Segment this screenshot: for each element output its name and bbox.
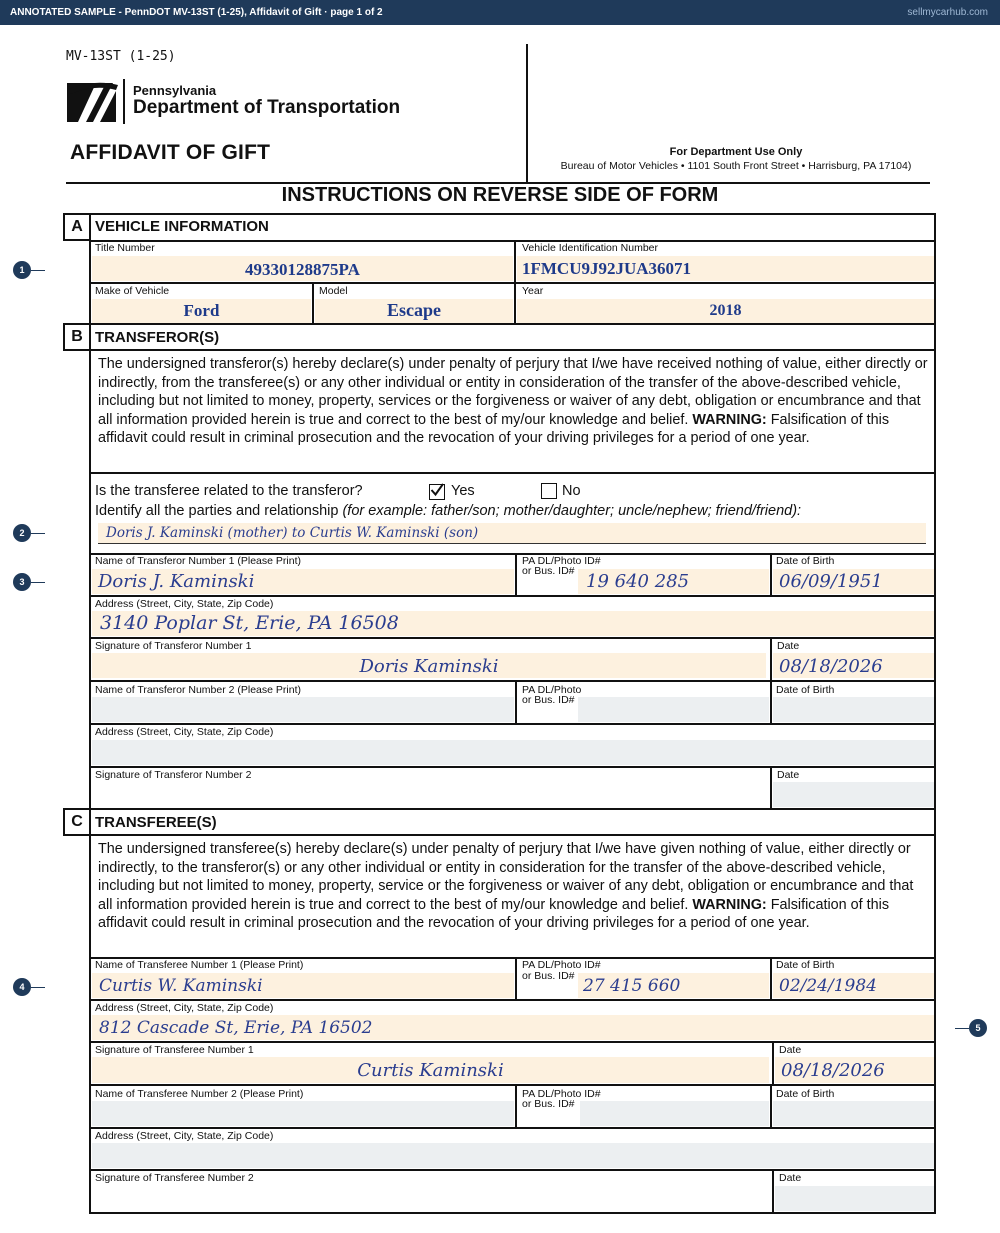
e2-id-field[interactable] — [580, 1101, 769, 1126]
vin-label: Vehicle Identification Number — [522, 242, 658, 254]
e2-date-label: Date — [779, 1172, 802, 1184]
identify-label: Identify all the parties and relationship — [95, 503, 339, 519]
e1-name-label: Name of Transferee Number 1 (Please Print) — [95, 959, 304, 971]
t2-id-field[interactable] — [578, 697, 769, 722]
marker-3-leader — [31, 582, 45, 583]
t2-dob-label: Date of Birth — [776, 684, 835, 696]
section-a-rule-2 — [89, 282, 936, 284]
t1-id-value: 19 640 285 — [586, 571, 690, 592]
section-c-rule-6 — [89, 1127, 936, 1129]
e1-date-label: Date — [779, 1044, 802, 1056]
model-value: Escape — [387, 300, 441, 320]
t1-addr-field[interactable] — [92, 611, 934, 636]
transferor-declaration — [98, 355, 928, 448]
t2-sig-vrule — [770, 766, 772, 809]
e1-addr-label: Address (Street, City, State, Zip Code) — [95, 1002, 274, 1014]
t1-name-field[interactable] — [92, 569, 514, 594]
e2-addr-label: Address (Street, City, State, Zip Code) — [95, 1130, 274, 1142]
e1-id-label-1: PA DL/Photo ID# — [522, 959, 601, 971]
t1-date-label: Date — [777, 640, 800, 652]
e1-sig-field[interactable] — [92, 1057, 769, 1083]
transferor-declaration-text: The undersigned transferor(s) hereby declare(s) under penalty of perjury that I/we have received nothing of value, either directly or indirectly, from the transferee(s) or any other individual or entity in consideration of the transfer of the above-described vehicle, including but not limited to money, property, services or the forgiveness or waiver of any debt, obligation or encumbrance and that all information provided herein is true and correct to the best of my/our knowledge and belief. — [98, 356, 928, 428]
make-field[interactable] — [92, 299, 311, 323]
make-value: Ford — [183, 301, 220, 320]
e1-name-field[interactable] — [92, 973, 514, 998]
section-b-rule-2 — [89, 472, 936, 474]
check-mark-icon — [429, 482, 445, 498]
e1-name-value: Curtis W. Kaminski — [99, 976, 263, 996]
e1-date-field[interactable] — [775, 1057, 934, 1083]
year-field[interactable] — [517, 299, 934, 323]
e2-id-label-2: or Bus. ID# — [522, 1098, 575, 1110]
year-value: 2018 — [709, 302, 742, 319]
t1-vrule-2 — [770, 553, 772, 595]
section-b-rule-8 — [89, 766, 936, 768]
banner-title: ANNOTATED SAMPLE - PennDOT MV-13ST (1-25), Affidavit of Gift · page 1 of 2 — [10, 7, 383, 18]
relationship-field[interactable] — [98, 523, 926, 544]
e2-id-label-1: PA DL/Photo ID# — [522, 1088, 601, 1100]
t1-sig-label: Signature of Transferor Number 1 — [95, 640, 252, 652]
e1-addr-field[interactable] — [92, 1015, 934, 1040]
penndot-logo — [66, 79, 122, 125]
t2-addr-label: Address (Street, City, State, Zip Code) — [95, 726, 274, 738]
top-banner — [0, 0, 1000, 25]
e1-id-label-2: or Bus. ID# — [522, 970, 575, 982]
t1-addr-label: Address (Street, City, State, Zip Code) — [95, 598, 274, 610]
logo-divider — [123, 79, 125, 124]
e2-sig-label: Signature of Transferee Number 2 — [95, 1172, 254, 1184]
annotation-marker-5: 5 — [969, 1019, 987, 1037]
related-question: Is the transferee related to the transferor? — [95, 483, 363, 499]
year-label: Year — [522, 285, 544, 297]
marker-1-leader — [31, 270, 45, 271]
transferor-warning-label: WARNING: — [692, 411, 767, 428]
t2-vrule-2 — [770, 681, 772, 723]
section-a-title: VEHICLE INFORMATION — [95, 218, 269, 235]
transferee-declaration — [98, 840, 928, 933]
header-vertical-rule — [526, 44, 528, 182]
t2-id-label-1: PA DL/Photo — [522, 684, 582, 696]
make-label: Make of Vehicle — [95, 285, 170, 297]
instructions-heading: INSTRUCTIONS ON REVERSE SIDE OF FORM — [281, 184, 719, 206]
t2-id-label-2: or Bus. ID# — [522, 694, 575, 706]
e2-name-field[interactable] — [92, 1101, 514, 1126]
section-c-rule-3 — [89, 999, 936, 1001]
identify-parties-prompt — [95, 503, 801, 519]
transferor-warning-text: Falsification of this affidavit could result in criminal prosecution and the revocation of your driving privileges for a period of one year. — [98, 411, 890, 447]
annotation-marker-2: 2 — [13, 524, 31, 542]
section-b-title: TRANSFEROR(S) — [95, 329, 220, 346]
e2-name-label: Name of Transferee Number 2 (Please Print) — [95, 1088, 304, 1100]
annotation-marker-1: 1 — [13, 261, 31, 279]
t1-id-label-1: PA DL/Photo ID# — [522, 555, 601, 567]
section-b-rule-5 — [89, 637, 936, 639]
e1-vrule-1 — [515, 957, 517, 999]
section-a-letter-box — [63, 213, 91, 241]
title-number-value: 49330128875PA — [245, 260, 360, 279]
model-label: Model — [319, 285, 348, 297]
title-number-label: Title Number — [95, 242, 155, 254]
vin-field[interactable] — [517, 256, 934, 281]
related-yes-checkbox[interactable] — [429, 484, 445, 500]
t2-dob-field[interactable] — [773, 697, 934, 722]
relationship-value: Doris J. Kaminski (mother) to Curtis W. Kaminski (son) — [106, 525, 479, 541]
model-field[interactable] — [315, 299, 513, 323]
t2-sig-label: Signature of Transferor Number 2 — [95, 769, 252, 781]
t1-vrule-1 — [515, 553, 517, 595]
marker-5-leader — [955, 1028, 969, 1029]
marker-2-leader — [31, 533, 45, 534]
e1-dob-field[interactable] — [773, 973, 934, 998]
t1-name-label: Name of Transferor Number 1 (Please Print) — [95, 555, 301, 567]
t1-date-value: 08/18/2026 — [779, 656, 883, 677]
dept-use-address: Bureau of Motor Vehicles • 1101 South Front Street • Harrisburg, PA 17104) — [560, 160, 912, 172]
e1-vrule-2 — [770, 957, 772, 999]
e1-sig-label: Signature of Transferee Number 1 — [95, 1044, 254, 1056]
annotation-marker-4: 4 — [13, 978, 31, 996]
transferee-declaration-text: The undersigned transferee(s) hereby declare(s) under penalty of perjury that I/we have given nothing of value, either directly or indirectly, to the transferor(s) or any other individual or entity in consideration for the transfer of the above-described vehicle, including but not limited to money, property, service or the forgiveness or waiver of any debt, obligation or encumbrance and that all information provided herein is true and correct to the best of my/our knowledge and belief. — [98, 841, 914, 913]
section-a-vrule-2 — [312, 282, 314, 325]
related-yes-label: Yes — [451, 483, 475, 499]
agency-state: Pennsylvania — [133, 83, 217, 98]
identify-example: (for example: father/son; mother/daughter; uncle/nephew; friend/friend): — [342, 503, 802, 519]
t2-date-label: Date — [777, 769, 800, 781]
e2-dob-label: Date of Birth — [776, 1088, 835, 1100]
e1-dob-value: 02/24/1984 — [779, 976, 877, 996]
section-b-rule-4 — [89, 595, 936, 597]
e2-vrule-1 — [515, 1085, 517, 1127]
section-b-letter: B — [71, 328, 83, 345]
t2-name-label: Name of Transferor Number 2 (Please Print) — [95, 684, 301, 696]
t1-name-value: Doris J. Kaminski — [98, 571, 255, 592]
section-a-rule-1 — [89, 240, 936, 242]
section-c-rule-1 — [89, 834, 936, 836]
section-c-rule-5 — [89, 1084, 936, 1086]
section-b-letter-box — [63, 323, 91, 351]
e1-date-value: 08/18/2026 — [781, 1060, 885, 1081]
t2-date-field[interactable] — [773, 782, 934, 807]
e2-dob-field[interactable] — [773, 1101, 934, 1126]
transferee-warning-label: WARNING: — [692, 896, 767, 913]
e2-date-field[interactable] — [775, 1186, 934, 1211]
t1-id-label-2: or Bus. ID# — [522, 565, 575, 577]
dept-use-title: For Department Use Only — [669, 146, 803, 158]
related-no-label: No — [562, 483, 581, 499]
form-title: AFFIDAVIT OF GIFT — [70, 141, 271, 164]
section-c-letter-box — [63, 808, 91, 836]
t1-sig-value: Doris Kaminski — [359, 656, 499, 677]
section-b-rule-1 — [89, 349, 936, 351]
e2-vrule-2 — [770, 1085, 772, 1127]
t1-sig-vrule — [770, 637, 772, 680]
section-c-letter: C — [71, 813, 83, 830]
e1-sig-value: Curtis Kaminski — [357, 1060, 504, 1081]
e1-sig-vrule — [772, 1041, 774, 1084]
t2-vrule-1 — [515, 681, 517, 723]
transferee-warning-text: Falsification of this affidavit could result in criminal prosecution and the revocation of your driving privileges for a period of one year. — [98, 896, 890, 932]
section-c-rule-7 — [89, 1169, 936, 1171]
section-b-rule-7 — [89, 723, 936, 725]
e1-dob-label: Date of Birth — [776, 959, 835, 971]
section-a-letter: A — [71, 218, 83, 235]
t1-dob-label: Date of Birth — [776, 555, 835, 567]
t1-dob-field[interactable] — [773, 569, 934, 594]
form-code: MV-13ST (1-25) — [66, 49, 176, 64]
agency-name: Department of Transportation — [133, 97, 401, 118]
section-b-rule-6 — [89, 680, 936, 682]
vin-value: 1FMCU9J92JUA36071 — [522, 259, 692, 278]
t1-addr-value: 3140 Poplar St, Erie, PA 16508 — [100, 612, 399, 634]
t1-date-field[interactable] — [773, 653, 934, 678]
section-c-title: TRANSFEREE(S) — [95, 814, 217, 831]
section-c-rule-4 — [89, 1041, 936, 1043]
e1-id-field[interactable] — [578, 973, 769, 998]
e1-addr-value: 812 Cascade St, Erie, PA 16502 — [99, 1018, 373, 1038]
t2-name-field[interactable] — [92, 697, 514, 722]
related-no-checkbox[interactable] — [541, 483, 557, 499]
e1-id-value: 27 415 660 — [583, 976, 681, 996]
e2-sig-vrule — [772, 1169, 774, 1213]
e2-addr-field[interactable] — [92, 1143, 934, 1168]
marker-4-leader — [31, 987, 45, 988]
t1-sig-field[interactable] — [92, 653, 766, 678]
banner-site[interactable]: sellmycarhub.com — [907, 7, 988, 18]
t2-addr-field[interactable] — [92, 740, 934, 765]
title-number-field[interactable] — [92, 256, 513, 281]
t1-dob-value: 06/09/1951 — [779, 571, 883, 592]
annotation-marker-3: 3 — [13, 573, 31, 591]
t1-id-field[interactable] — [578, 569, 769, 594]
